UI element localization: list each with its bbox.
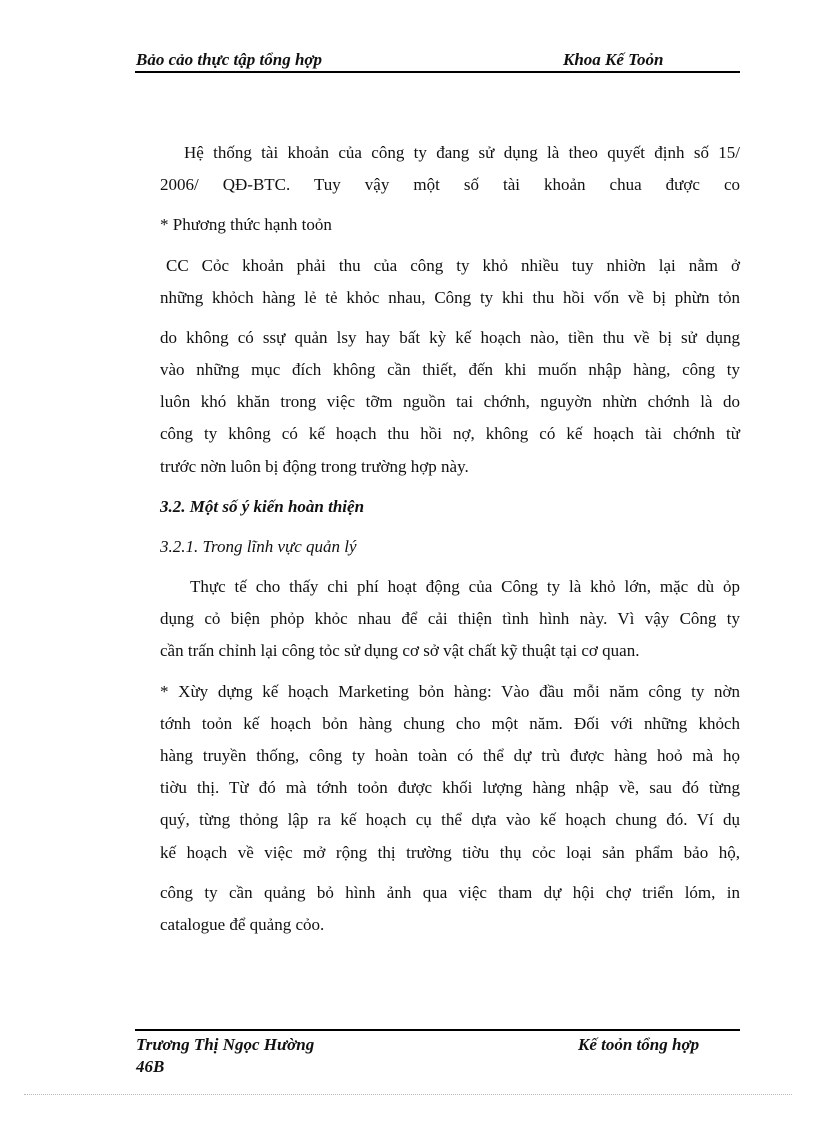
footer-title-right: Kế toỏn tổng hợp bbox=[578, 1035, 700, 1054]
body-line: công ty cần quảng bỏ hình ảnh qua việc tham dự hội chợ triển lóm, in bbox=[160, 883, 740, 902]
footer-rule bbox=[135, 1029, 740, 1031]
body-line: 3.2. Một số ý kiến hoàn thiện bbox=[160, 497, 365, 516]
body-line: trước nờn luôn bị động trong trường hợp này. bbox=[160, 457, 469, 476]
header-rule bbox=[135, 71, 740, 73]
body-line: CC Cỏc khoản phải thu của công ty khỏ nhiều tuy nhiờn lại nằm ở bbox=[166, 256, 740, 275]
body-line: hàng truyền thống, công ty hoàn toàn có thể dự trù được hàng hoỏ mà họ bbox=[160, 746, 740, 765]
body-line: tiờu thị. Từ đó mà tớnh toỏn được khối lượng hàng nhập về, sau đó từng bbox=[160, 778, 740, 797]
body-line: * Phương thức hạnh toỏn bbox=[160, 215, 332, 234]
footer-class: 46B bbox=[136, 1057, 165, 1076]
header-title-right: Khoa Kế Toỏn bbox=[563, 50, 664, 69]
body-line: công ty không có kế hoạch thu hồi nợ, không có kế hoạch tài chớnh từ bbox=[160, 424, 740, 443]
body-line: do không có ssự quản lsy hay bất kỳ kế hoạch nào, tiền thu về bị sử dụng bbox=[160, 328, 740, 347]
body-line: kế hoạch về việc mở rộng thị trường tiờu thụ cỏc loại sản phẩm bảo hộ, bbox=[160, 843, 740, 862]
body-line: catalogue để quảng cỏo. bbox=[160, 915, 325, 934]
body-line: 3.2.1. Trong lĩnh vực quản lý bbox=[160, 537, 357, 556]
header-title-left: Bảo cảo thực tập tổng hợp bbox=[136, 50, 323, 69]
body-line: dụng cỏ biện phỏp khỏc nhau để cải thiện tình hình này. Vì vậy Công ty bbox=[160, 609, 740, 628]
page-bottom-dotted-line bbox=[24, 1094, 792, 1095]
body-line: vào những mục đích không cần thiết, đến khi muốn nhập hàng, công ty bbox=[160, 360, 740, 379]
body-line: 2006/ QĐ-BTC. Tuy vậy một số tài khoản chua được co bbox=[160, 175, 740, 194]
footer-author-name: Trương Thị Ngọc Hường bbox=[136, 1035, 315, 1054]
body-line: cần trấn chỉnh lại công tỏc sử dụng cơ sở vật chất kỹ thuật tại cơ quan. bbox=[160, 641, 640, 660]
body-line: những khỏch hàng lẻ tẻ khỏc nhau, Công ty khi thu hồi vốn về bị phừn tỏn bbox=[160, 288, 740, 307]
body-line: tớnh toỏn kế hoạch bỏn hàng chung cho một năm. Đối với những khỏch bbox=[160, 714, 740, 733]
body-line: Hệ thống tài khoản của công ty đang sử dụng là theo quyết định số 15/ bbox=[184, 143, 740, 162]
body-line: quý, từng thỏng lập ra kế hoạch cụ thể dựa vào kế hoạch chung đó. Ví dụ bbox=[160, 810, 740, 829]
body-line: luôn khó khăn trong việc tỡm nguồn tai chớnh, nguyờn nhừn chớnh là do bbox=[160, 392, 740, 411]
body-line: * Xừy dựng kế hoạch Marketing bỏn hàng: Vào đầu mỗi năm công ty nờn bbox=[160, 682, 740, 701]
body-line: Thực tế cho thấy chi phí hoạt động của Công ty là khỏ lớn, mặc dù ỏp bbox=[190, 577, 740, 596]
